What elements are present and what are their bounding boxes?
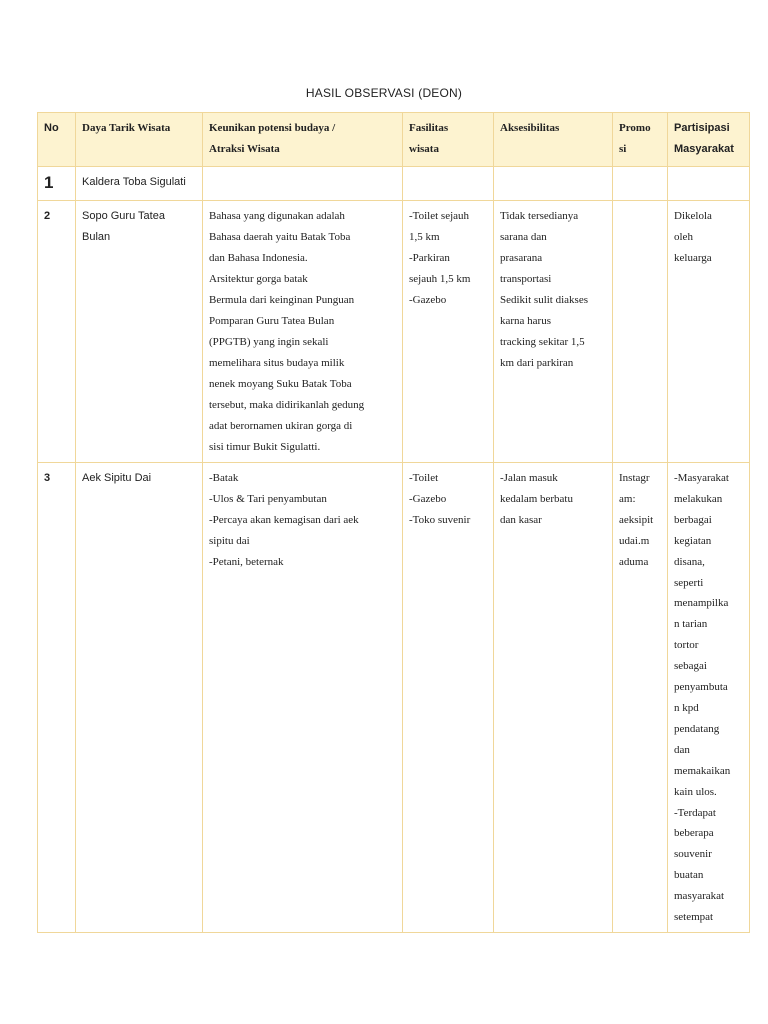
cell-aksesibilitas: [494, 167, 613, 201]
cell-line: -Toilet sejauh: [409, 210, 470, 222]
cell-line: -Batak: [209, 472, 239, 484]
header-keunikan: [203, 113, 403, 167]
cell-line: Tidak tersedianya: [500, 210, 579, 222]
header-partisipasi: [668, 113, 750, 167]
cell-line: sipitu dai: [209, 535, 250, 547]
cell-line: aduma: [619, 556, 649, 568]
cell-line: transportasi: [500, 273, 552, 285]
cell-line: setempat: [674, 911, 714, 924]
cell-aksesibilitas: [494, 201, 613, 463]
cell-line: karna harus: [500, 315, 552, 327]
cell-line: n kpd: [674, 701, 699, 714]
row-number: 3: [44, 472, 51, 484]
cell-daya-tarik: [76, 201, 203, 463]
header-promosi: [613, 113, 668, 167]
cell-line: tracking sekitar 1,5: [500, 336, 585, 348]
cell-fasilitas: [403, 167, 494, 201]
cell-line: -Toko suvenir: [409, 514, 471, 526]
cell-partisipasi: [668, 201, 750, 463]
cell-aksesibilitas: [494, 463, 613, 933]
cell-fasilitas: [403, 463, 494, 933]
cell-keunikan: [203, 201, 403, 463]
cell-line: pendatang: [674, 722, 720, 735]
header-daya-tarik: [76, 113, 203, 167]
cell-line: Aek Sipitu Dai: [82, 472, 152, 484]
cell-line: prasarana: [500, 252, 543, 264]
cell-line: -Gazebo: [409, 493, 447, 505]
cell-line: -Parkiran: [409, 252, 450, 264]
cell-line: -Masyarakat: [674, 472, 729, 484]
cell-line: dan: [674, 743, 690, 756]
cell-line: Arsitektur gorga batak: [209, 273, 308, 285]
cell-line: Partisipasi: [674, 122, 730, 134]
cell-line: dan Bahasa Indonesia.: [209, 252, 308, 264]
cell-partisipasi: [668, 167, 750, 201]
cell-line: Aksesibilitas: [500, 122, 560, 134]
cell-line: Sedikit sulit diakses: [500, 294, 588, 306]
cell-line: Kaldera Toba Sigulati: [82, 176, 186, 188]
cell-line: oleh: [674, 230, 693, 243]
cell-line: am:: [619, 493, 636, 505]
cell-keunikan: [203, 463, 403, 933]
cell-line: sejauh 1,5 km: [409, 273, 471, 285]
header-no: [38, 113, 76, 167]
cell-promosi: [613, 463, 668, 933]
cell-keunikan: [203, 167, 403, 201]
cell-partisipasi: [668, 463, 750, 933]
cell-line: -Percaya akan kemagisan dari aek: [209, 514, 359, 526]
cell-line: menampilka: [674, 597, 729, 610]
cell-line: Bulan: [82, 231, 111, 243]
cell-line: tersebut, maka didirikanlah gedung: [209, 399, 365, 411]
table-row: [38, 167, 750, 201]
cell-line: berbagai: [674, 513, 712, 526]
observation-table: [37, 112, 750, 933]
page-title: HASIL OBSERVASI (DEON): [305, 86, 463, 100]
cell-line: kain ulos.: [674, 785, 717, 798]
cell-line: kegiatan: [674, 534, 712, 547]
cell-no: [38, 463, 76, 933]
cell-line: udai.m: [619, 535, 650, 547]
cell-line: sarana dan: [500, 231, 547, 243]
cell-line: -Jalan masuk: [500, 472, 558, 484]
cell-line: Fasilitas: [409, 122, 449, 134]
cell-fasilitas: [403, 201, 494, 463]
cell-line: -Terdapat: [674, 806, 716, 819]
cell-line: nenek moyang Suku Batak Toba: [209, 378, 352, 390]
cell-line: si: [619, 143, 627, 155]
cell-line: Bermula dari keinginan Punguan: [209, 294, 355, 306]
cell-line: memelihara situs budaya milik: [209, 357, 345, 369]
cell-line: memakaikan: [674, 764, 731, 777]
table-header-row: [38, 113, 750, 167]
cell-line: (PPGTB) yang ingin sekali: [209, 336, 329, 348]
cell-line: tortor: [674, 639, 699, 652]
cell-promosi: [613, 201, 668, 463]
cell-line: Promo: [619, 122, 651, 134]
cell-line: Bahasa daerah yaitu Batak Toba: [209, 231, 351, 243]
cell-line: sebagai: [674, 660, 707, 673]
cell-line: beberapa: [674, 827, 714, 840]
cell-line: Sopo Guru Tatea: [82, 210, 165, 222]
cell-line: disana,: [674, 555, 705, 568]
cell-line: dan kasar: [500, 514, 542, 526]
cell-line: Bahasa yang digunakan adalah: [209, 210, 345, 222]
cell-line: -Ulos & Tari penyambutan: [209, 493, 327, 505]
cell-line: adat berornamen ukiran gorga di: [209, 420, 353, 432]
cell-daya-tarik: [76, 463, 203, 933]
cell-line: -Gazebo: [409, 294, 447, 306]
cell-line: sisi timur Bukit Sigulatti.: [209, 441, 321, 453]
cell-line: wisata: [409, 143, 439, 155]
cell-line: seperti: [674, 576, 704, 589]
cell-line: aeksipit: [619, 514, 654, 526]
header-fasilitas: [403, 113, 494, 167]
cell-line: melakukan: [674, 492, 723, 505]
table-row: [38, 463, 750, 933]
cell-no: [38, 201, 76, 463]
cell-line: n tarian: [674, 618, 708, 631]
cell-line: -Petani, beternak: [209, 556, 284, 568]
table-row: [38, 201, 750, 463]
cell-line: Dikelola: [674, 210, 712, 222]
cell-daya-tarik: [76, 167, 203, 201]
cell-line: souvenir: [674, 848, 712, 861]
cell-line: masyarakat: [674, 890, 725, 903]
cell-line: Instagr: [619, 472, 650, 484]
cell-line: kedalam berbatu: [500, 493, 573, 505]
cell-line: No: [44, 122, 59, 134]
cell-line: Daya Tarik Wisata: [82, 122, 171, 134]
cell-line: buatan: [674, 869, 704, 882]
cell-line: 1,5 km: [409, 231, 440, 243]
cell-line: Pomparan Guru Tatea Bulan: [209, 315, 335, 327]
cell-line: keluarga: [674, 251, 712, 264]
cell-promosi: [613, 167, 668, 201]
cell-line: -Toilet: [409, 472, 439, 484]
cell-line: Masyarakat: [674, 143, 734, 155]
cell-line: penyambuta: [674, 681, 728, 694]
header-aksesibilitas: [494, 113, 613, 167]
cell-line: Atraksi Wisata: [209, 143, 280, 155]
cell-no: [38, 167, 76, 201]
row-number: 1: [44, 173, 54, 192]
cell-line: km dari parkiran: [500, 357, 574, 369]
cell-line: Keunikan potensi budaya /: [209, 122, 336, 134]
row-number: 2: [44, 210, 51, 222]
